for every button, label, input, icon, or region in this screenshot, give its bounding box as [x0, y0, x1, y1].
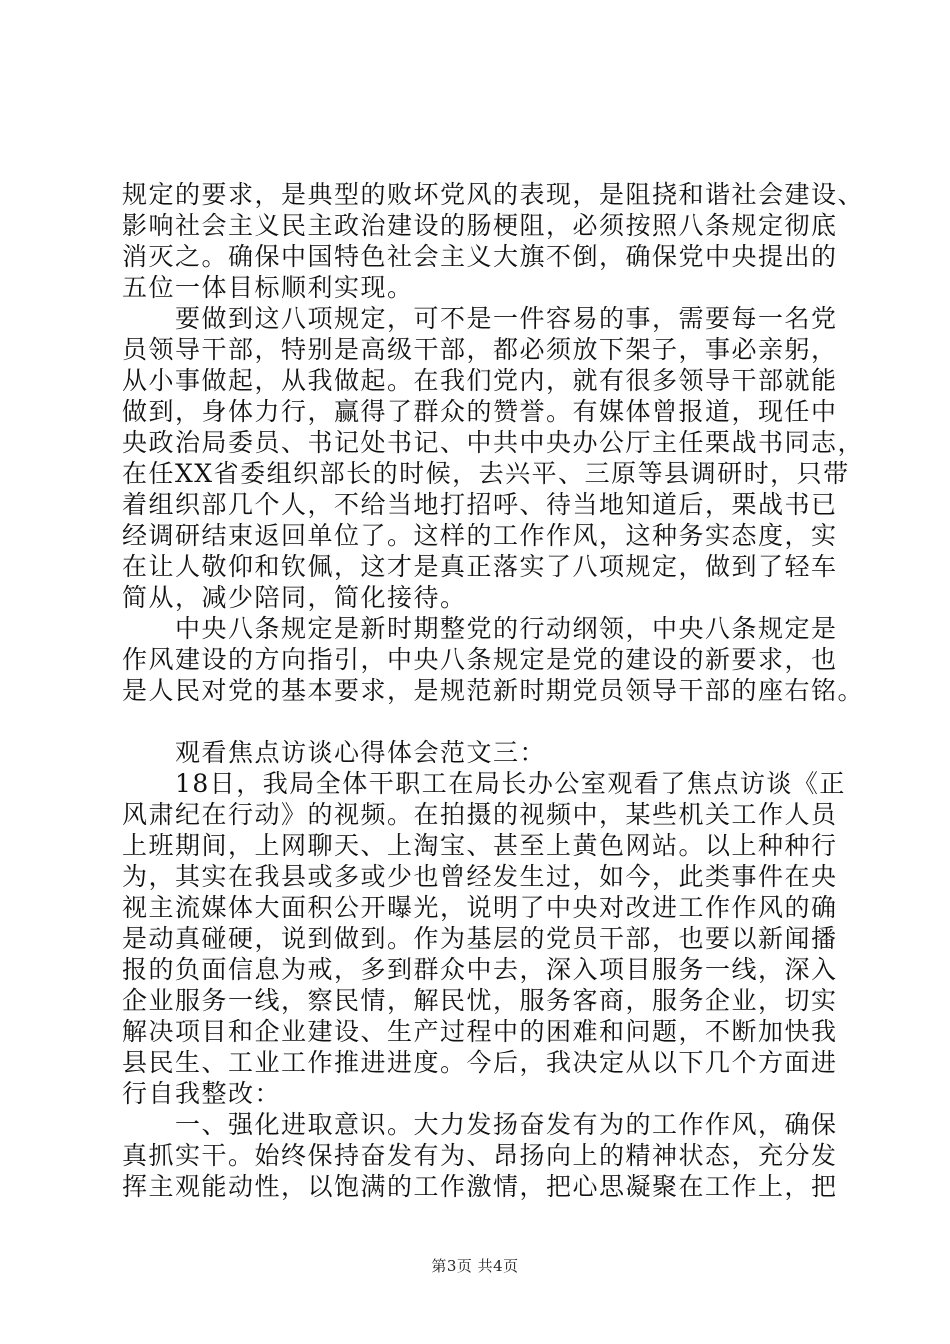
text-line: 影响社会主义民主政治建设的肠梗阻，必须按照八条规定彻底 — [122, 211, 838, 240]
text-line: 企业服务一线，察民情，解民忧，服务客商，服务企业，切实 — [122, 986, 838, 1015]
text-line: 是人民对党的基本要求，是规范新时期党员领导干部的座右铭。 — [122, 676, 865, 705]
page-number-footer: 第3页 共4页 — [431, 1257, 519, 1275]
text-line: 做到，身体力行，赢得了群众的赞誉。有媒体曾报道，现任中 — [122, 397, 838, 426]
section-heading: 观看焦点访谈心得体会范文三： — [122, 738, 547, 767]
text-line — [122, 707, 842, 737]
text-line: 是动真碰硬，说到做到。作为基层的党员干部，也要以新闻播 — [122, 924, 838, 953]
text-line: 风肃纪在行动》的视频。在拍摄的视频中，某些机关工作人员 — [122, 800, 838, 829]
text-line: 要做到这八项规定，可不是一件容易的事，需要每一名党 — [122, 304, 838, 333]
text-line: 中央八条规定是新时期整党的行动纲领，中央八条规定是 — [122, 614, 838, 643]
text-line: 报的负面信息为戒，多到群众中去，深入项目服务一线，深入 — [122, 955, 838, 984]
text-line: 员领导干部，特别是高级干部，都必须放下架子，事必亲躬， — [122, 335, 838, 364]
text-line: 消灭之。确保中国特色社会主义大旗不倒，确保党中央提出的 — [122, 242, 838, 271]
text-line: 规定的要求，是典型的败坏党风的表现，是阻挠和谐社会建设、 — [122, 180, 865, 209]
text-line: 央政治局委员、书记处书记、中共中央办公厅主任栗战书同志， — [122, 428, 865, 457]
text-line: 18日，我局全体干职工在局长办公室观看了焦点访谈《正 — [122, 769, 846, 798]
text-line: 视主流媒体大面积公开曝光，说明了中央对改进工作作风的确 — [122, 893, 838, 922]
text-line: 为，其实在我县或多或少也曾经发生过，如今，此类事件在央 — [122, 862, 838, 891]
text-line: 上班期间，上网聊天、上淘宝、甚至上黄色网站。以上种种行 — [122, 831, 838, 860]
text-line: 在让人敬仰和钦佩，这才是真正落实了八项规定，做到了轻车 — [122, 552, 838, 581]
text-line: 简从，减少陪同，简化接待。 — [122, 583, 467, 612]
text-line: 挥主观能动性，以饱满的工作激情，把心思凝聚在工作上，把 — [122, 1172, 838, 1201]
text-line: 解决项目和企业建设、生产过程中的困难和问题，不断加快我 — [122, 1017, 838, 1046]
text-line: 行自我整改： — [122, 1079, 282, 1108]
text-line: 五位一体目标顺利实现。 — [122, 273, 414, 302]
text-line: 作风建设的方向指引，中央八条规定是党的建设的新要求，也 — [122, 645, 838, 674]
text-line: 从小事做起，从我做起。在我们党内，就有很多领导干部就能 — [122, 366, 838, 395]
text-line: 在任XX省委组织部长的时候，去兴平、三原等县调研时，只带 — [122, 459, 850, 488]
text-line: 着组织部几个人，不给当地打招呼、待当地知道后，栗战书已 — [122, 490, 838, 519]
text-line: 经调研结束返回单位了。这样的工作作风，这种务实态度，实 — [122, 521, 838, 550]
text-line: 一、强化进取意识。大力发扬奋发有为的工作作风，确保 — [122, 1110, 838, 1139]
text-line: 县民生、工业工作推进进度。今后，我决定从以下几个方面进 — [122, 1048, 838, 1077]
text-line: 真抓实干。始终保持奋发有为、昂扬向上的精神状态，充分发 — [122, 1141, 838, 1170]
